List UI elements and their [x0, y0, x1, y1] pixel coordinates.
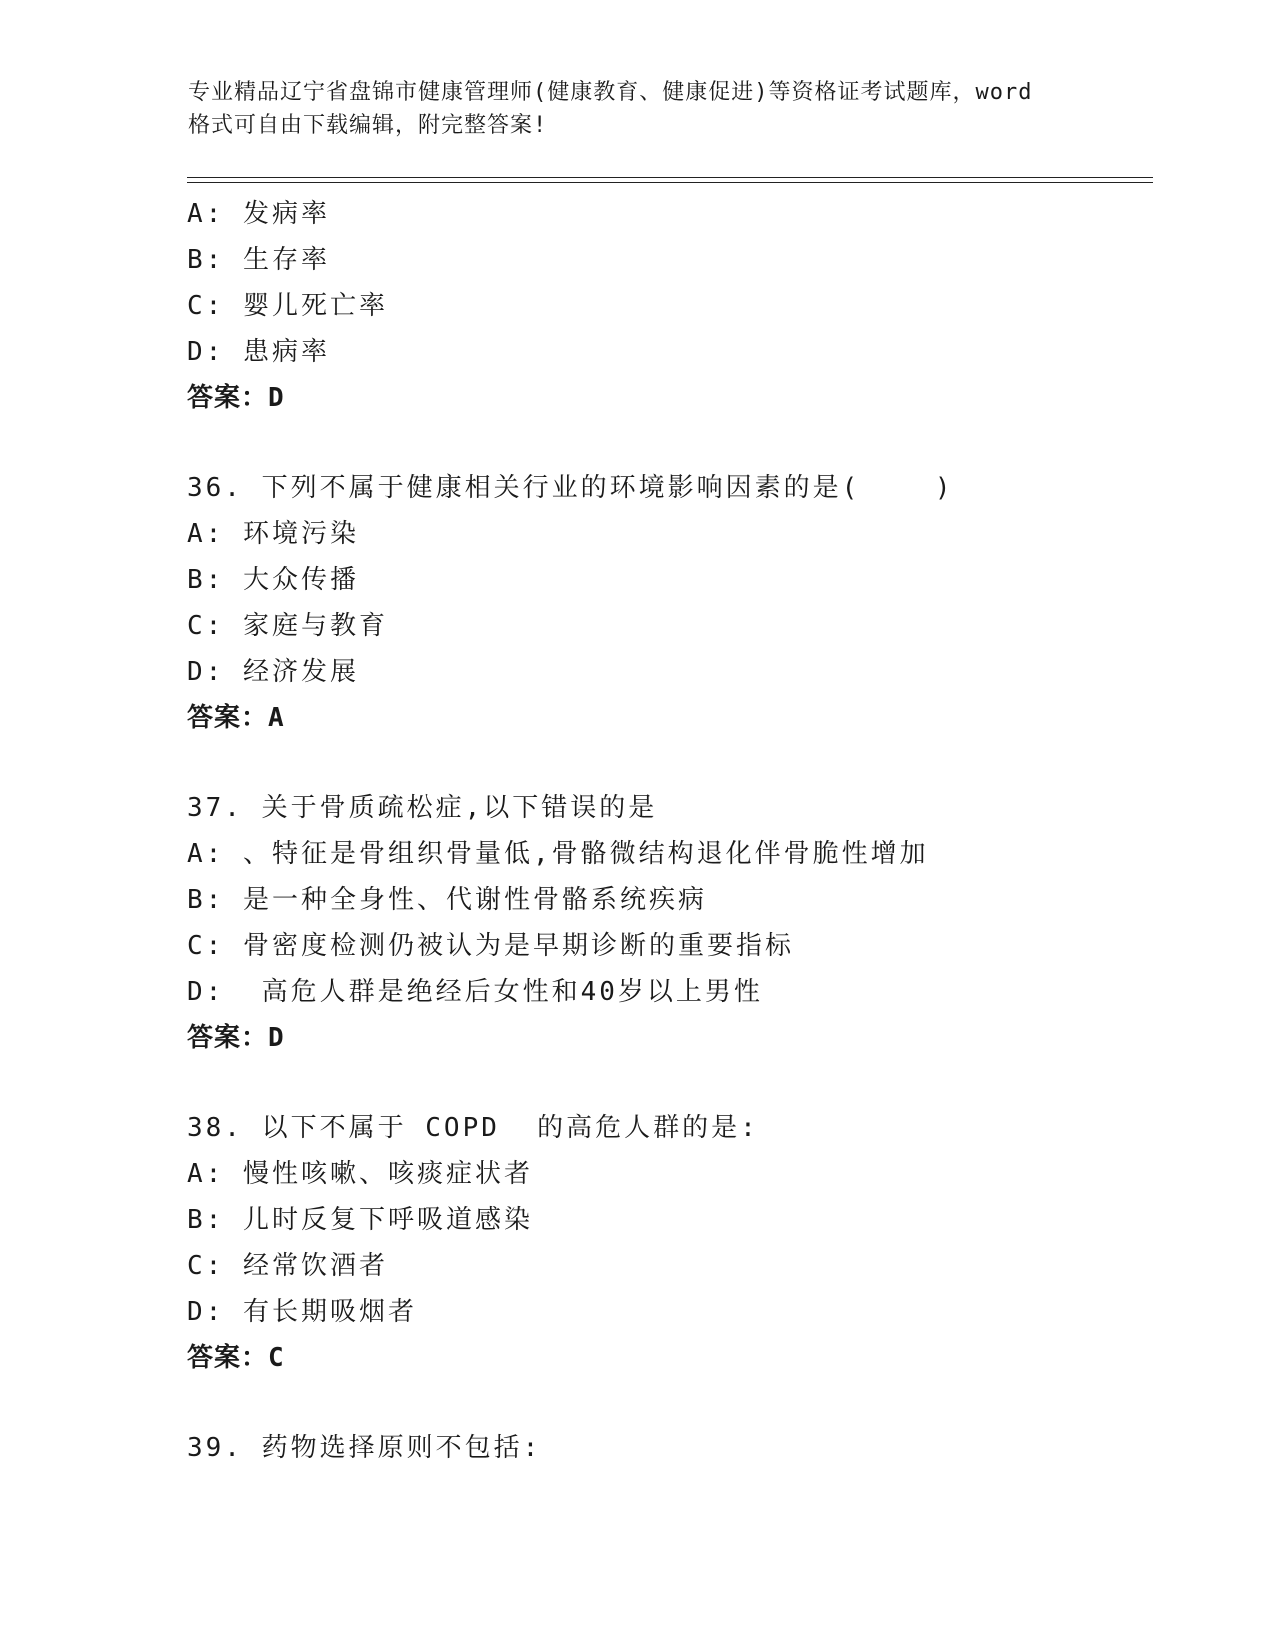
option-d: D: 经济发展 — [187, 657, 359, 687]
question-block-39 — [187, 1425, 1167, 1471]
option-a: A: 、特征是骨组织骨量低,骨骼微结构退化伴骨脆性增加 — [187, 839, 929, 869]
option-a: A: 环境污染 — [187, 519, 359, 549]
answer-line: 答案：D — [187, 383, 285, 413]
option-d: D: 有长期吸烟者 — [187, 1297, 417, 1327]
option-c: C: 家庭与教育 — [187, 611, 388, 641]
option-b: B: 生存率 — [187, 245, 330, 275]
option-d: D: 患病率 — [187, 337, 330, 367]
option-c: C: 经常饮酒者 — [187, 1251, 388, 1281]
option-b: B: 大众传播 — [187, 565, 359, 595]
question-list — [187, 191, 1167, 1471]
option-b: B: 儿时反复下呼吸道感染 — [187, 1205, 533, 1235]
option-b: B: 是一种全身性、代谢性骨骼系统疾病 — [187, 885, 707, 915]
option-a: A: 发病率 — [187, 199, 330, 229]
option-c: C: 骨密度检测仍被认为是早期诊断的重要指标 — [187, 931, 794, 961]
page-header: 专业精品辽宁省盘锦市健康管理师(健康教育、健康促进)等资格证考试题库，word 格式可自由下载编辑，附完整答案! — [188, 80, 1033, 138]
header-rule-thin — [187, 182, 1153, 183]
option-d: D: 高危人群是绝经后女性和40岁以上男性 — [187, 977, 763, 1007]
question-block-36 — [187, 465, 1167, 741]
question-text: 38. 以下不属于 COPD 的高危人群的是: — [187, 1113, 759, 1143]
answer-line: 答案：C — [187, 1343, 285, 1373]
answer-line: 答案：D — [187, 1023, 285, 1053]
answer-line: 答案：A — [187, 703, 285, 733]
question-block-37 — [187, 785, 1167, 1061]
option-c: C: 婴儿死亡率 — [187, 291, 388, 321]
option-a: A: 慢性咳嗽、咳痰症状者 — [187, 1159, 533, 1189]
question-text: 37. 关于骨质疏松症,以下错误的是 — [187, 793, 658, 823]
question-text: 39. 药物选择原则不包括: — [187, 1433, 542, 1463]
header-rule-thick — [187, 177, 1153, 178]
question-block-38 — [187, 1105, 1167, 1381]
question-text: 36. 下列不属于健康相关行业的环境影响因素的是( ) — [187, 473, 954, 503]
carryover-block — [187, 191, 1167, 421]
